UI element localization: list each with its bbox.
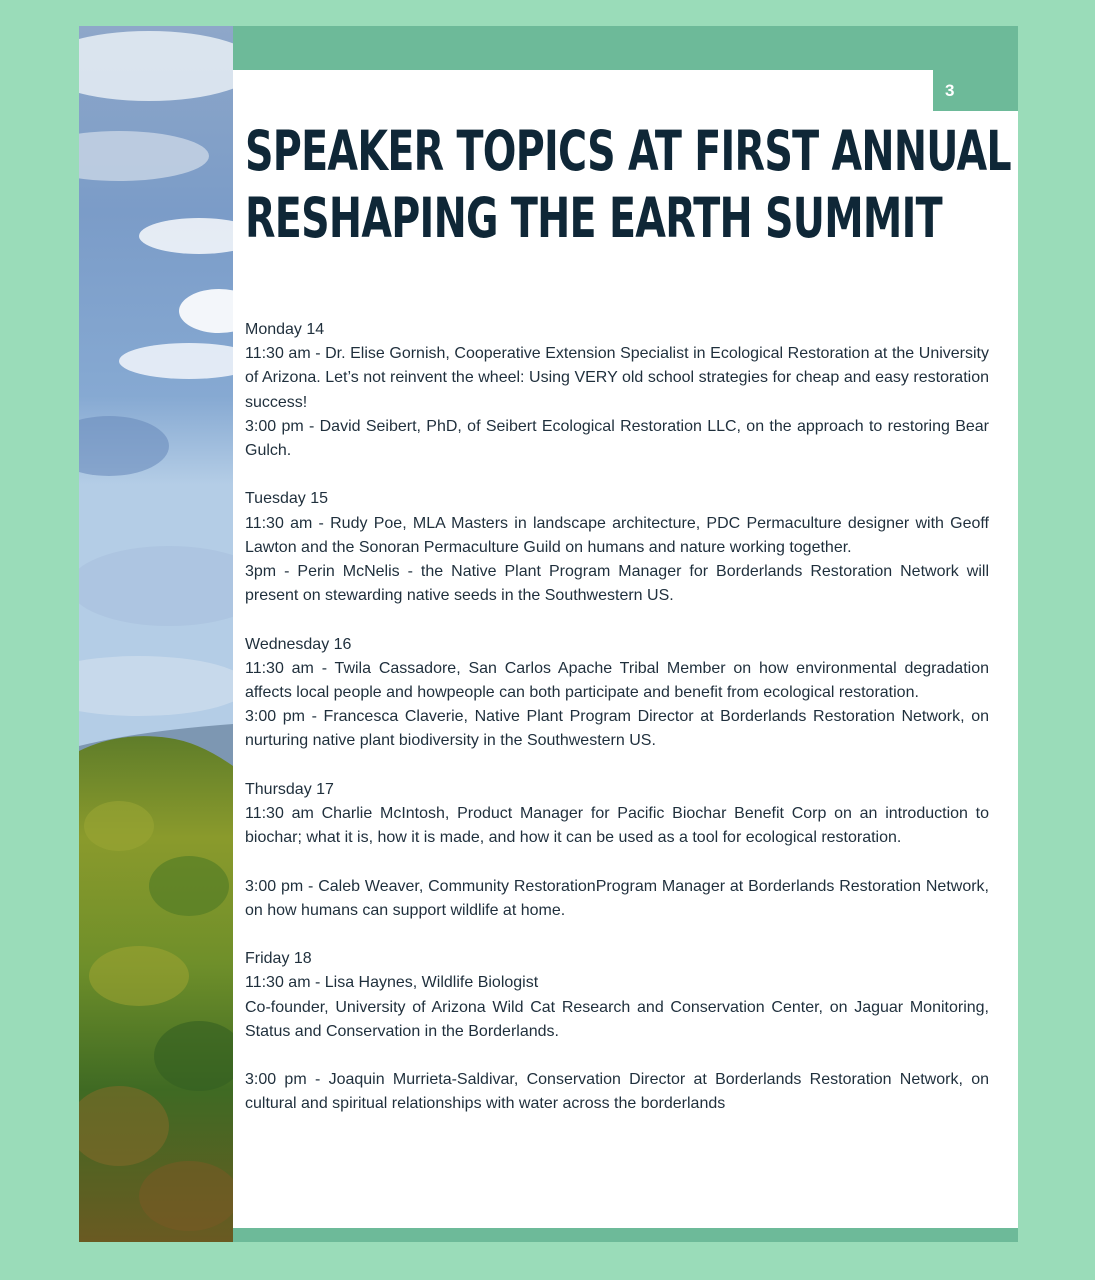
top-accent-band xyxy=(233,26,1018,70)
title-line-2: RESHAPING THE EARTH SUMMIT xyxy=(245,186,942,250)
title-line-1: SPEAKER TOPICS AT FIRST ANNUAL xyxy=(245,119,1011,183)
page-number: 3 xyxy=(933,70,1018,111)
brochure-page xyxy=(79,26,1018,1242)
day-heading-thursday: Thursday 17 xyxy=(245,780,334,798)
landscape-photo xyxy=(79,26,233,1242)
page-title xyxy=(245,118,1011,252)
talk-thursday-2: 3:00 pm - Caleb Weaver, Community RestorationProgram Manager at Borderlands Restoration Network, on how humans can support wildlife at home. xyxy=(245,877,989,919)
bottom-accent-band xyxy=(233,1228,1018,1242)
talk-monday-2: 3:00 pm - David Seibert, PhD, of Seibert Ecological Restoration LLC, on the approach to restoring Bear Gulch. xyxy=(245,417,989,460)
day-heading-wednesday: Wednesday 16 xyxy=(245,635,352,653)
talk-monday-1: 11:30 am - Dr. Elise Gornish, Cooperative Extension Specialist in Ecological Restoration at the University of Arizona. Let’s not reinvent the wheel: Using VERY old school strategies for cheap and easy restoration success! xyxy=(245,345,989,411)
talk-thursday-1: 11:30 am Charlie McIntosh, Product Manager for Pacific Biochar Benefit Corp on an introduction to biochar; what it is, how it is made, and how it can be used as a tool for ecological restoration. xyxy=(245,805,989,847)
talk-tuesday-2: 3pm - Perin McNelis - the Native Plant Program Manager for Borderlands Restoration Network will present on stewarding native seeds in the Southwestern US. xyxy=(245,563,989,605)
talk-friday-1-header: 11:30 am - Lisa Haynes, Wildlife Biologist xyxy=(245,974,539,992)
talk-tuesday-1: 11:30 am - Rudy Poe, MLA Masters in landscape architecture, PDC Permaculture designer with Geoff Lawton and the Sonoran Permaculture Guild on humans and nature working together. xyxy=(245,514,989,556)
talk-wednesday-1: 11:30 am - Twila Cassadore, San Carlos Apache Tribal Member on how environmental degradation affects local people and howpeople can both participate and benefit from ecological restoration. xyxy=(245,659,989,702)
day-heading-tuesday: Tuesday 15 xyxy=(245,490,329,508)
schedule-body xyxy=(245,318,989,1117)
day-heading-monday: Monday 14 xyxy=(245,321,325,338)
talk-wednesday-2: 3:00 pm - Francesca Claverie, Native Plant Program Director at Borderlands Restoration Network, on nurturing native plant biodiversity in the Southwestern US. xyxy=(245,708,989,750)
talk-friday-2: 3:00 pm - Joaquin Murrieta-Saldivar, Conservation Director at Borderlands Restoration Network, on cultural and spiritual relationships with water across the borderlands xyxy=(245,1071,989,1113)
day-heading-friday: Friday 18 xyxy=(245,950,312,968)
talk-friday-1-detail: Co-founder, University of Arizona Wild Cat Research and Conservation Center, on Jaguar Monitoring, Status and Conservation in the Borderlands. xyxy=(245,998,989,1040)
